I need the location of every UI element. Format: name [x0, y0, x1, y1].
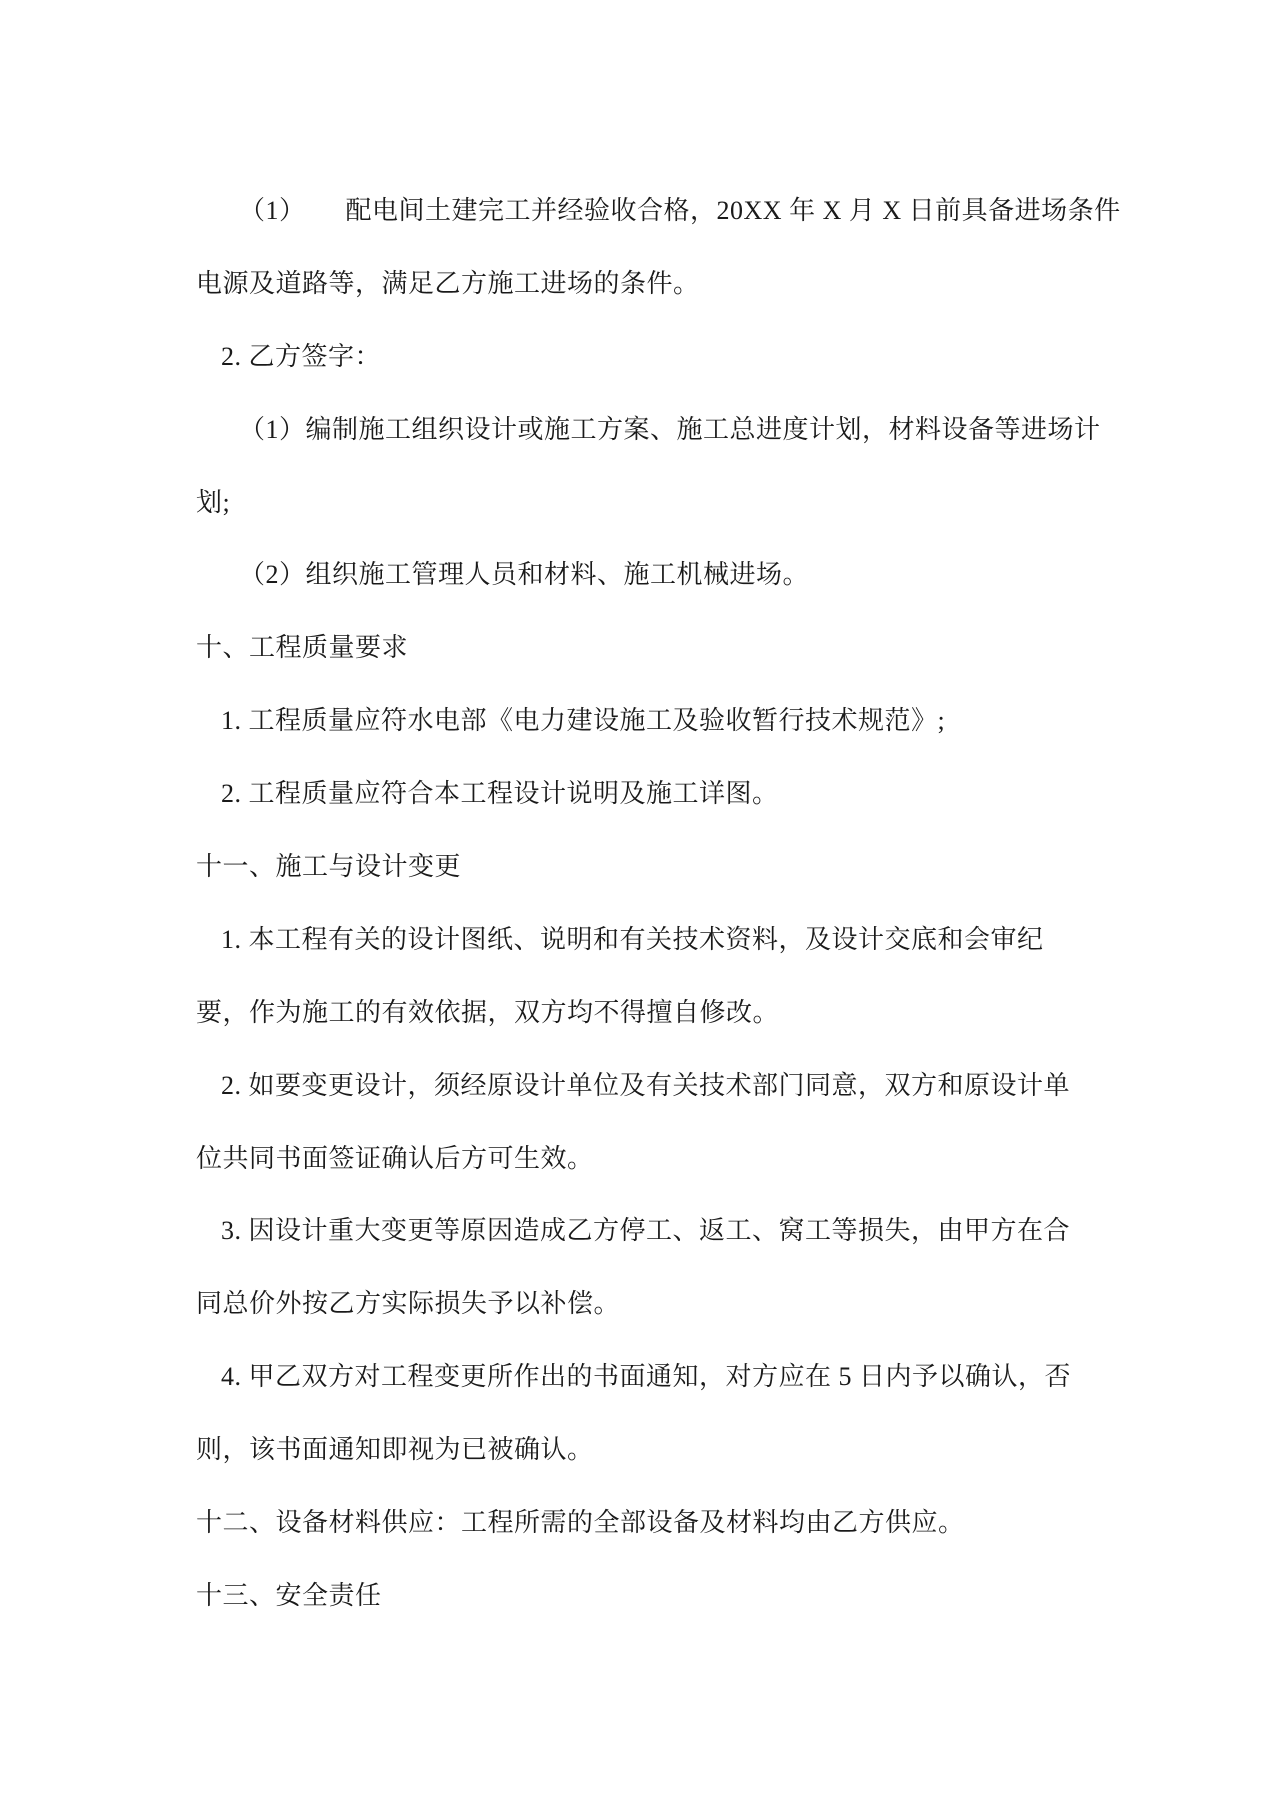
paragraph-line: 1. 工程质量应符水电部《电力建设施工及验收暂行技术规范》; — [221, 706, 946, 736]
paragraph-line: 2. 如要变更设计，须经原设计单位及有关技术部门同意，双方和原设计单 — [221, 1070, 1071, 1100]
paragraph-line: 4. 甲乙双方对工程变更所作出的书面通知，对方应在 5 日内予以确认，否 — [221, 1362, 1072, 1392]
paragraph-line: 位共同书面签证确认后方可生效。 — [196, 1143, 594, 1173]
list-marker: （1） — [239, 196, 306, 225]
paragraph-line: 则，该书面通知即视为已被确认。 — [196, 1435, 594, 1465]
document-page — [196, 175, 1121, 1633]
paragraph-line: 2. 工程质量应符合本工程设计说明及施工详图。 — [221, 779, 779, 809]
paragraph-line: 划; — [196, 487, 231, 517]
paragraph-line: 1. 本工程有关的设计图纸、说明和有关技术资料，及设计交底和会审纪 — [221, 924, 1044, 954]
section-heading: 十二、设备材料供应：工程所需的全部设备及材料均由乙方供应。 — [196, 1508, 965, 1538]
paragraph-line: 2. 乙方签字： — [221, 341, 382, 371]
paragraph-line: 3. 因设计重大变更等原因造成乙方停工、返工、窝工等损失，由甲方在合 — [221, 1216, 1071, 1246]
section-heading: 十、工程质量要求 — [196, 633, 409, 663]
line-text: 配电间土建完工并经验收合格，20XX 年 X 月 X 日前具备进场条件 — [345, 196, 1121, 225]
paragraph-line: 要，作为施工的有效依据，双方均不得擅自修改。 — [196, 997, 780, 1027]
paragraph-line: 同总价外按乙方实际损失予以补偿。 — [196, 1289, 621, 1319]
paragraph-line: 电源及道路等，满足乙方施工进场的条件。 — [196, 268, 700, 298]
paragraph-line: （1）编制施工组织设计或施工方案、施工总进度计划，材料设备等进场计 — [239, 414, 1101, 444]
paragraph-line: （2）组织施工管理人员和材料、施工机械进场。 — [239, 560, 810, 590]
section-heading: 十三、安全责任 — [196, 1580, 382, 1610]
section-heading: 十一、施工与设计变更 — [196, 852, 462, 882]
paragraph-line — [196, 175, 1121, 248]
